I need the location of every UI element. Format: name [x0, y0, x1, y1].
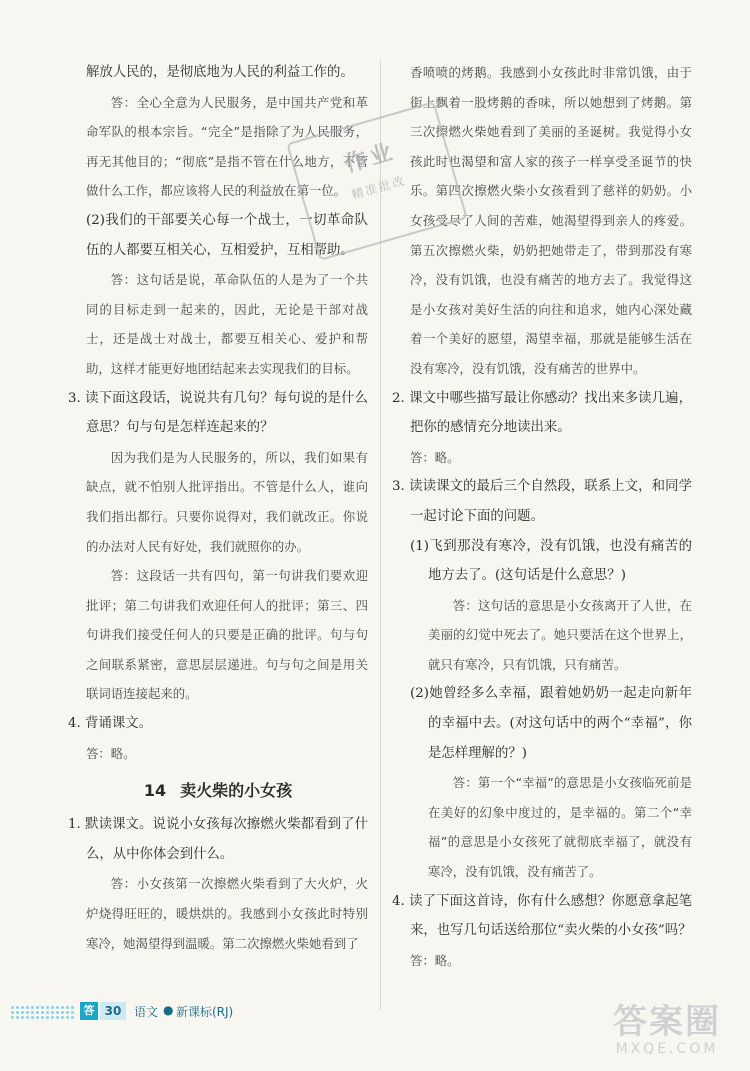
answer-3-2: 答：第一个“幸福”的意思是小女孩临死前是在美好的幻象中度过的，是幸福的。第二个“幸福”的意思是小女孩死了就彻底幸福了，就没有寒冷，没有饥饿，没有痛苦了。 — [428, 775, 692, 880]
question-3: 3. 读下面这段话，说说共有几句？每句说的是什么意思？句与句是怎样连起来的？ — [68, 390, 368, 436]
lesson-number: 14 — [143, 781, 167, 801]
question-3-1: (1)飞到那没有寒冷，没有饥饿，也没有痛苦的地方去了。(这句话是什么意思？) — [410, 538, 692, 584]
site-watermark — [592, 1003, 742, 1063]
subject-label: 语文 — [134, 1005, 159, 1019]
answer-4: 答：略。 — [410, 952, 460, 968]
answer-3: 答：这段话一共有四句，第一句讲我们要欢迎批评；第二句讲我们欢迎任何人的批评；第三、四句讲我们接受任何人的只要是正确的批评。句与句之间联系紧密，意思层层递进。句与句之间是用关联词语连接起来的。 — [86, 568, 368, 702]
question-2: 2. 课文中哪些描写最让你感动？找出来多读几遍，把你的感情充分地读出来。 — [392, 390, 692, 436]
question-4: 4. 背诵课文。 — [68, 716, 152, 732]
stamp-main-text: 作业 — [342, 139, 399, 178]
question-3: 3. 读读课文的最后三个自然段，联系上文，和同学一起讨论下面的问题。 — [392, 479, 692, 524]
page-footer — [10, 1000, 270, 1024]
watermark-logo: 答案圈 — [613, 1002, 721, 1042]
passage-text: 因为我们是为人民服务的，所以，我们如果有缺点，就不怕别人批评指出。不管是什么人，谁向我们指出都行。只要你说得对，我们就改正。你说的办法对人民有好处，我们就照你的办。 — [86, 449, 368, 554]
answer-3-1: 答：这句话的意思是小女孩离开了人世，在美丽的幻觉中死去了。她只要活在这个世界上，就只有寒冷，只有饥饿，只有痛苦。 — [428, 597, 692, 672]
answer-badge: 答 — [80, 1002, 98, 1020]
answer-2: 答：略。 — [410, 449, 460, 465]
lesson-heading — [68, 774, 368, 808]
stamp-sub-text: 精准批改 — [350, 173, 408, 203]
page-number: 30 — [100, 1002, 126, 1020]
answer-1-continued: 香喷喷的烤鹅。我感到小女孩此时非常饥饿，由于街上飘着一股烤鹅的香味，所以她想到了烤鹅。第三次擦燃火柴她看到了美丽的圣诞树。我觉得小女孩此时也渴望和富人家的孩子一样享受圣诞节的快乐。第四次擦燃火柴小女孩看到了慈祥的奶奶。小女孩受尽了人间的苦难，她渴望得到亲人的疼爱。第五次擦燃火柴，奶奶把她带走了，带到那没有寒冷，没有饥饿，也没有痛苦的地方去了。我觉得这是小女孩对美好生活的向往和追求，她内心深处藏着一个美好的愿望，渴望幸福，那就是能够生活在没有寒冷，没有饥饿，没有痛苦的世界中。 — [410, 65, 692, 376]
question-4: 4. 读了下面这首诗，你有什么感想？你愿意拿起笔来，也写几句话送给那位“卖火柴的小女孩”吗？ — [392, 893, 692, 939]
answer-2: 答：这句话是说，革命队伍的人是为了一个共同的目标走到一起来的，因此，无论是干部对战士，还是战士对战士，都要互相关心、爱护和帮助，这样才能更好地团结起来去实现我们的目标。 — [86, 272, 368, 376]
bullet-separator: ● — [163, 1003, 174, 1017]
question-2-sub: (2)我们的干部要关心每一个战士，一切革命队伍的人都要互相关心，互相爱护，互相帮助。 — [86, 212, 368, 258]
curriculum-label: 新课标(RJ) — [176, 1005, 234, 1019]
answer-4: 答：略。 — [86, 745, 136, 761]
lesson-title: 卖火柴的小女孩 — [180, 781, 293, 801]
dot-pattern — [10, 1005, 76, 1019]
answer-1: 答：全心全意为人民服务，是中国共产党和革命军队的根本宗旨。“完全”是指除了为人民服务，再无其他目的；“彻底”是指不管在什么地方，不管做什么工作，都应该将人民的利益放在第一位。 — [86, 94, 368, 199]
question-3-2: (2)她曾经多么幸福，跟着她奶奶一起走向新年的幸福中去。(对这句话中的两个“幸福”，你是怎样理解的？) — [410, 686, 692, 761]
watermark-url: MXQE.COM — [615, 1041, 719, 1057]
quote-continuation: 解放人民的，是彻底地为人民的利益工作的。 — [86, 65, 354, 80]
lesson-question-1: 1. 默读课文。说说小女孩每次擦燃火柴都看到了什么，从中你体会到什么。 — [68, 817, 368, 862]
lesson-answer-1: 答：小女孩第一次擦燃火柴看到了大火炉，火炉烧得旺旺的，暖烘烘的。我感到小女孩此时特别寒冷，她渴望得到温暖。第二次擦燃火柴她看到了 — [86, 876, 368, 951]
